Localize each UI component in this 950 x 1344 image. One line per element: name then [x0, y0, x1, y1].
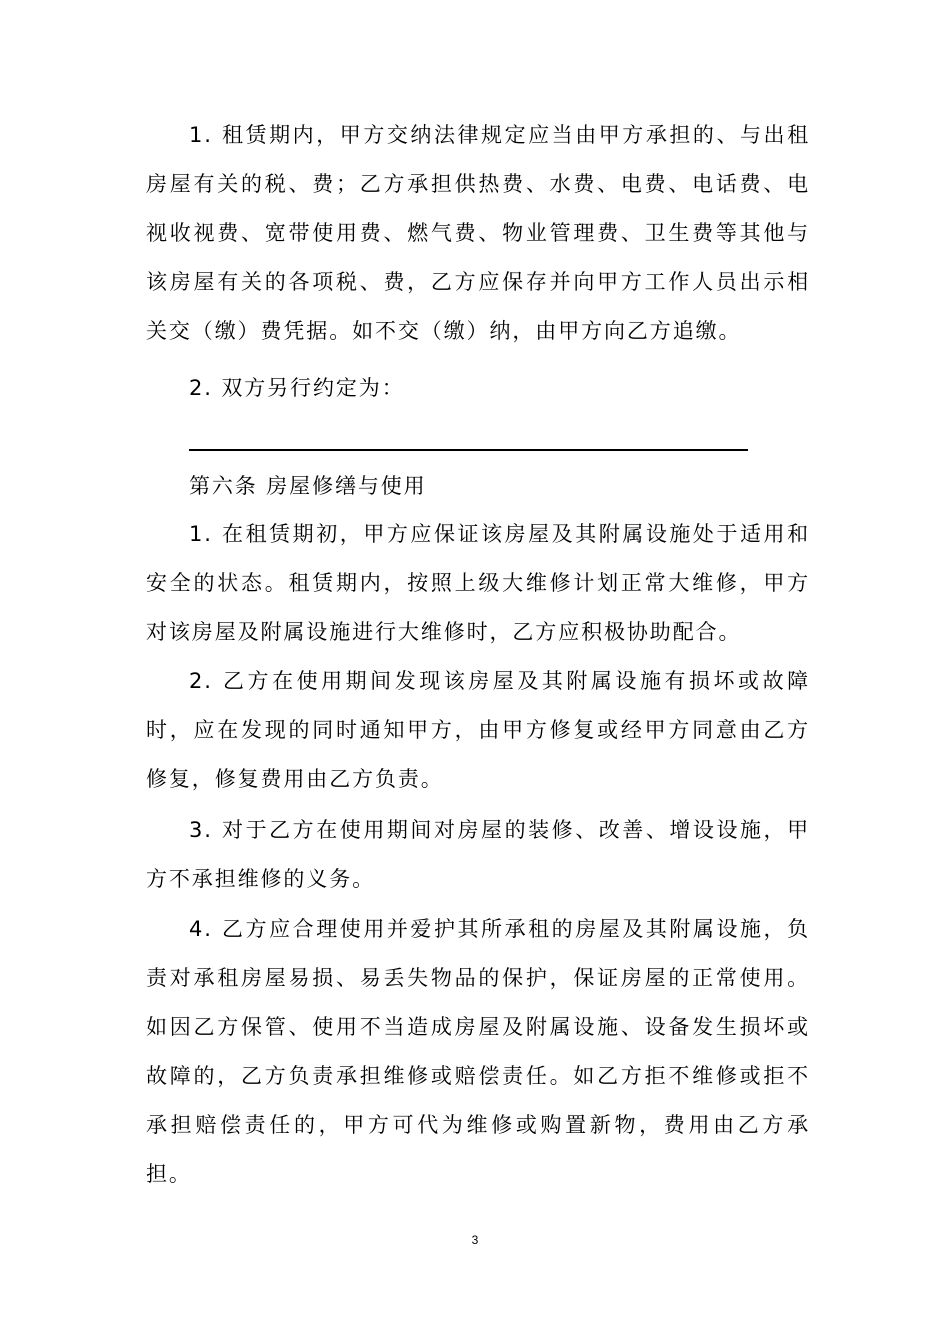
- paragraph-repair-clause-2: 2. 乙方在使用期间发现该房屋及其附属设施有损坏或故障时，应在发现的同时通知甲方，由甲方修复或经甲方同意由乙方修复，修复费用由乙方负责。: [146, 669, 810, 791]
- paragraph-fees-clause-1: 1. 租赁期内，甲方交纳法律规定应当由甲方承担的、与出租房屋有关的税、费；乙方承担供热费、水费、电费、电话费、电视收视费、宽带使用费、燃气费、物业管理费、卫生费等其他与该房屋有关的各项税、费，乙方应保存并向甲方工作人员出示相关交（缴）费凭据。如不交（缴）纳，由甲方向乙方追缴。: [146, 123, 810, 343]
- page-number: 3: [471, 1233, 479, 1247]
- paragraph-repair-clause-3: 3. 对于乙方在使用期间对房屋的装修、改善、增设设施，甲方不承担维修的义务。: [146, 818, 810, 891]
- paragraph-repair-clause-1: 1. 在租赁期初，甲方应保证该房屋及其附属设施处于适用和安全的状态。租赁期内，按照上级大维修计划正常大维修，甲方对该房屋及附属设施进行大维修时，乙方应积极协助配合。: [146, 522, 810, 644]
- paragraph-fees-clause-2: 2. 双方另行约定为：: [189, 376, 405, 400]
- section-heading-article-6: 第六条 房屋修缮与使用: [189, 474, 427, 498]
- paragraph-repair-clause-4: 4. 乙方应合理使用并爱护其所承租的房屋及其附属设施，负责对承租房屋易损、易丢失物品的保护，保证房屋的正常使用。如因乙方保管、使用不当造成房屋及附属设施、设备发生损坏或故障的，乙方负责承担维修或赔偿责任。如乙方拒不维修或拒不承担赔偿责任的，甲方可代为维修或购置新物，费用由乙方承担。: [146, 917, 810, 1186]
- fill-in-blank-line: [189, 449, 748, 451]
